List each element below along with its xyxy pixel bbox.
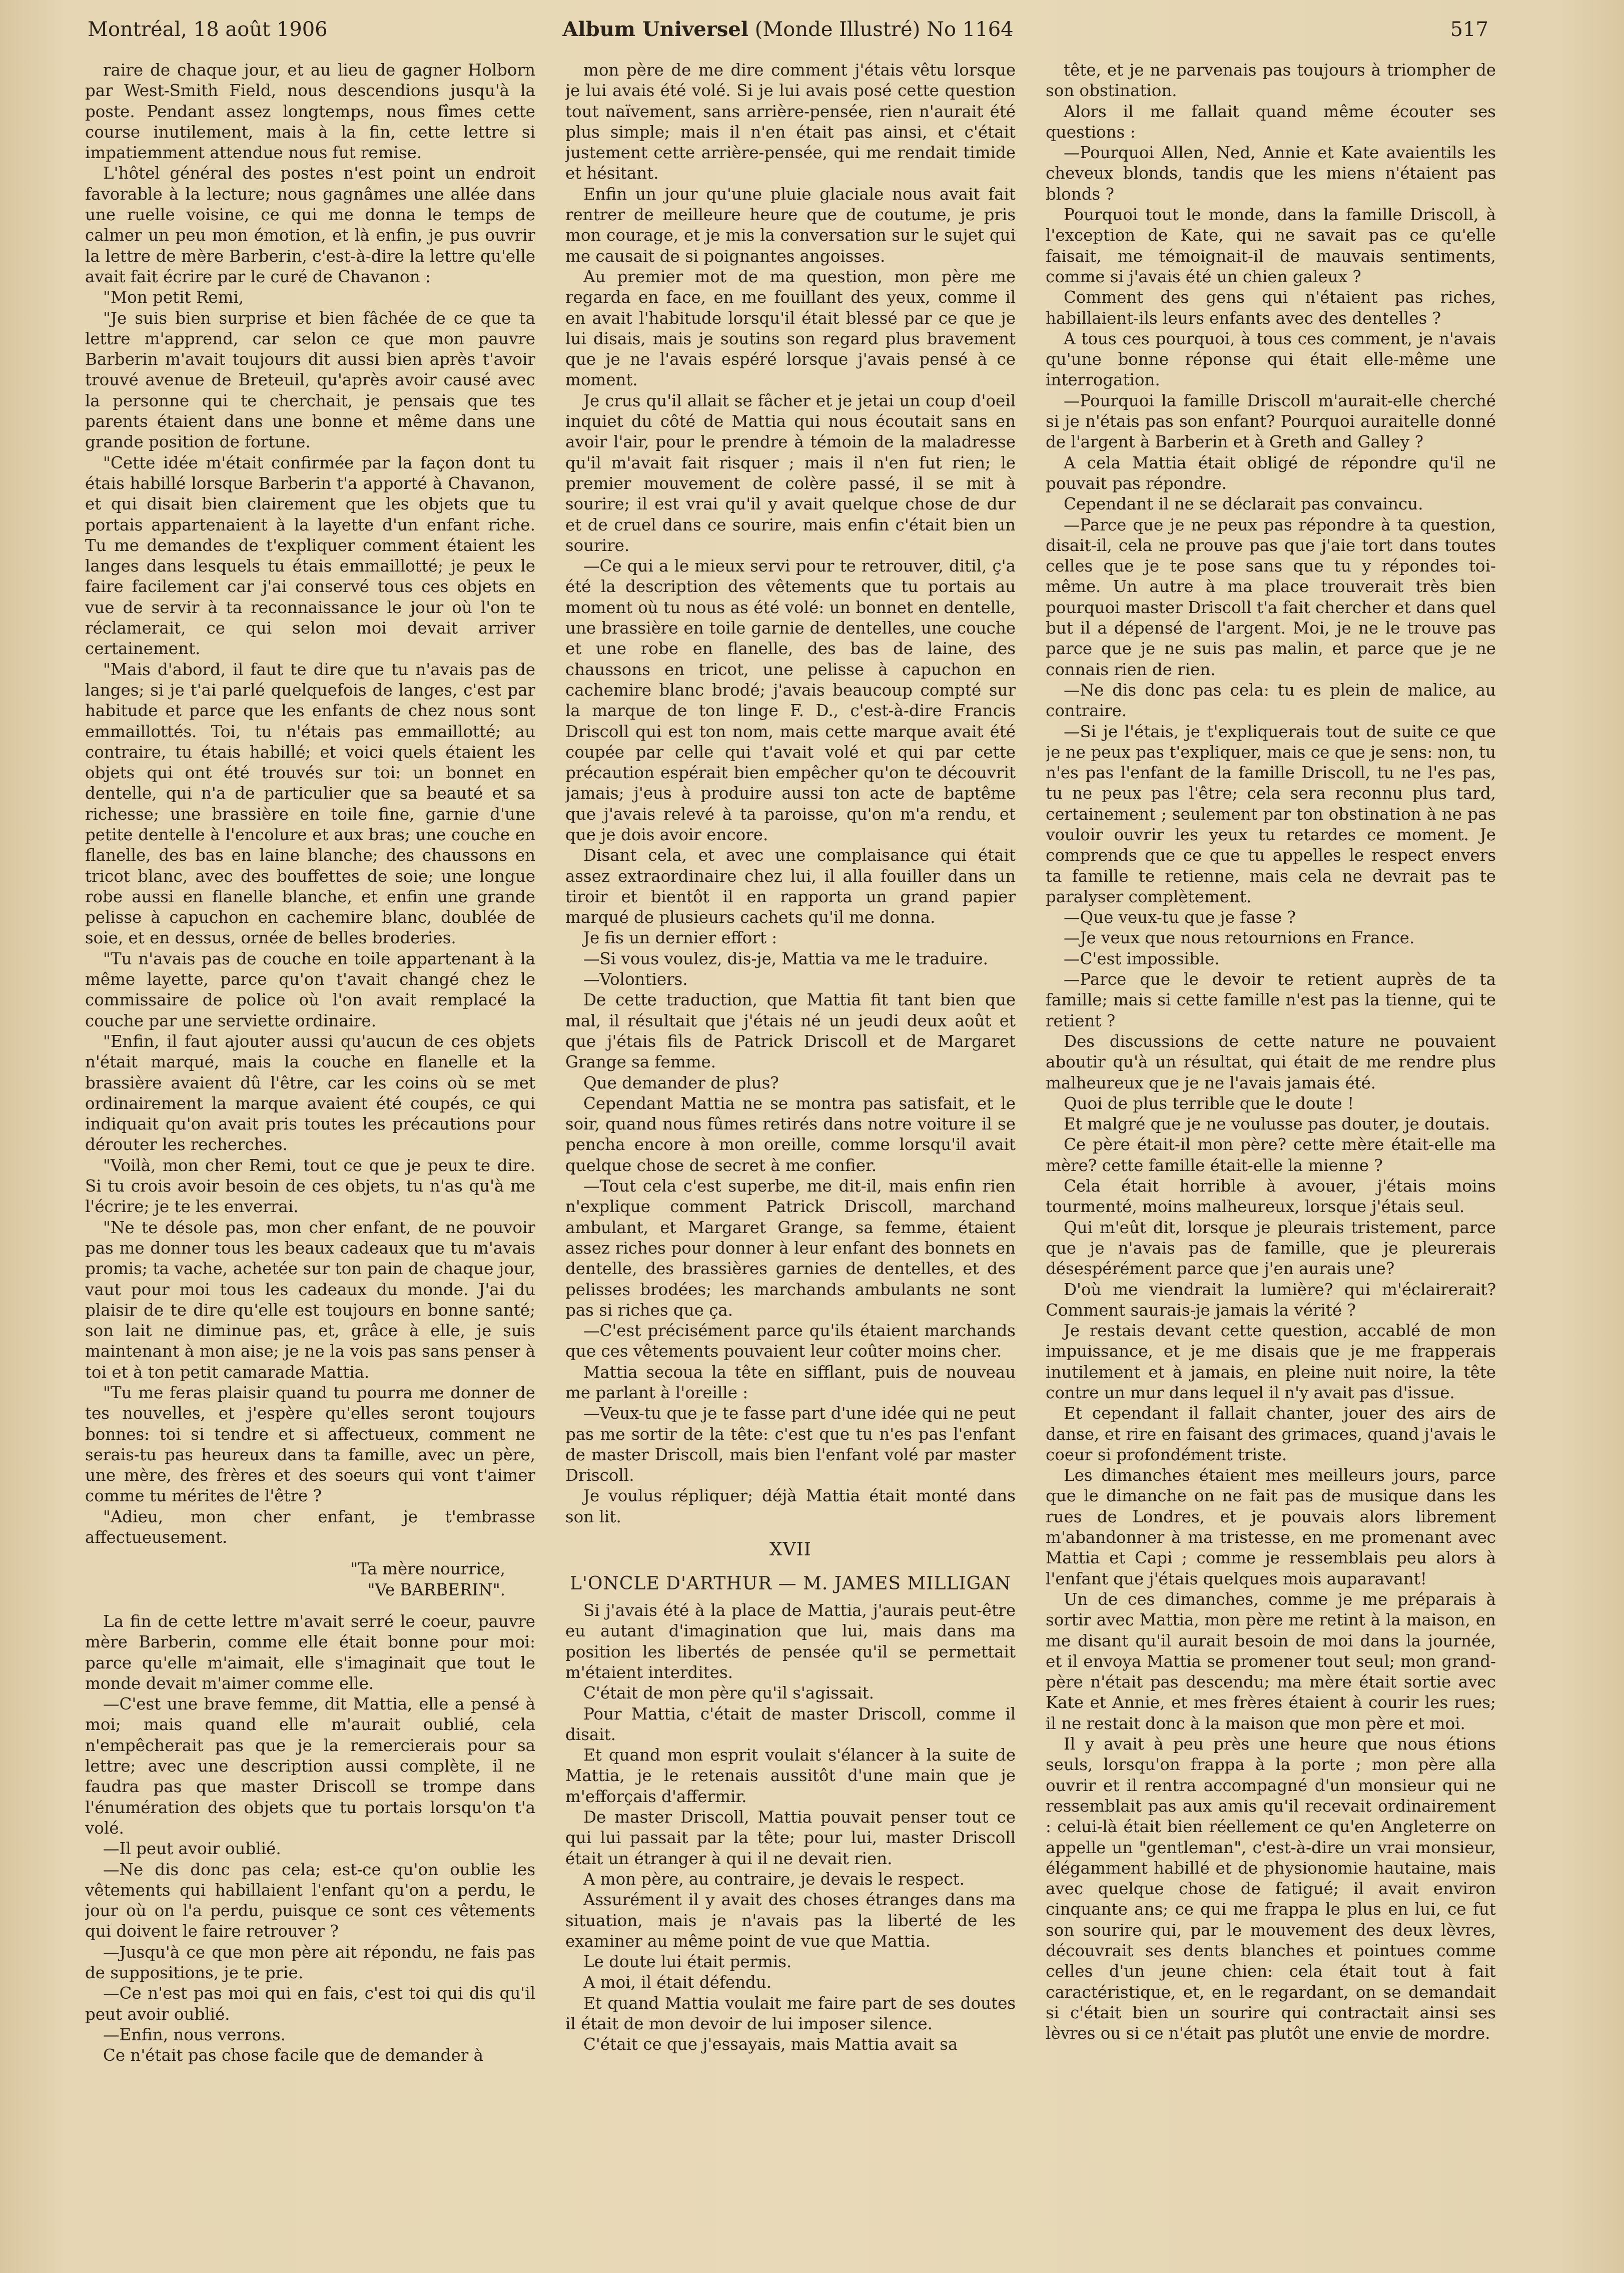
paragraph: —Il peut avoir oublié.: [103, 1839, 281, 1859]
paragraph: "Cette idée m'était confirmée par la façon dont tu étais habillé lorsque Barberin t'a apporté à Chavanon, et qui disait bien clairement que les objets que tu portais appartenaient à la layette d'un enfant riche. Tu me demandes de t'expliquer comment étaient les langes dans lesquels tu étais emmaillotté; je peux le faire facilement car j'ai conservé tous ces objets en vue de servir à ta reconnaissance le jour où l'on te réclamerait, ce qui selon moi devait arriver certainement.: [85, 453, 535, 659]
paragraph: Un de ces dimanches, comme je me préparais à sortir avec Mattia, mon père me retint à la maison, en me disant qu'il aurait besoin de moi dans la journée, et il envoya Mattia se promener tout seul; mon grand-père n'était pas descendu; ma mère était sortie avec Kate et Annie, et mes frères étaient à courir les rues; il ne restait donc à la maison que mon père et moi.: [1046, 1589, 1496, 1733]
page-number: 517: [1450, 18, 1488, 41]
paragraph: "Voilà, mon cher Remi, tout ce que je peux te dire. Si tu crois avoir besoin de ces objets, tu n'as qu'à me l'écrire; je te les enverrai.: [85, 1156, 535, 1217]
paragraph: "Adieu, mon cher enfant, je t'embrasse affectueusement.: [85, 1507, 535, 1547]
paragraph: De cette traduction, que Mattia fit tant bien que mal, il résultait que j'étais né un jeudi deux août et que j'étais fils de Patrick Driscoll et de Margaret Grange sa femme.: [565, 990, 1016, 1072]
column-3: [1046, 60, 1496, 2262]
paragraph: —Parce que le devoir te retient auprès de ta famille; mais si cette famille n'est pas la tienne, qui te retient ?: [1046, 970, 1496, 1030]
paragraph: A tous ces pourquoi, à tous ces comment, je n'avais qu'une bonne réponse qui était elle-même une interrogation.: [1046, 329, 1496, 390]
paragraph: —Pourquoi Allen, Ned, Annie et Kate avaientils les cheveux blonds, tandis que les miens n'étaient pas blonds ?: [1046, 143, 1496, 204]
paragraph: De master Driscoll, Mattia pouvait penser tout ce qui lui passait par la tête; pour lui, master Driscoll était un étranger à qui il ne devait rien.: [565, 1808, 1016, 1868]
paragraph: Disant cela, et avec une complaisance qui était assez extraordinaire chez lui, il alla fouiller dans un tiroir et bientôt il en rapporta un grand papier marqué de plusieurs cachets qu'il me donna.: [565, 846, 1016, 927]
paragraph: —Ne dis donc pas cela: tu es plein de malice, au contraire.: [1046, 680, 1496, 721]
paragraph: Je voulus répliquer; déjà Mattia était monté dans son lit.: [565, 1486, 1016, 1526]
paragraph: Les dimanches étaient mes meilleurs jours, parce que le dimanche on ne fait pas de musique dans les rues de Londres, et je pouvais alors librement m'abandonner à ma tristesse, en me promenant avec Mattia et Capi ; comme je ressemblais peu alors à l'enfant que j'étais quelques mois auparavant!: [1046, 1466, 1496, 1588]
column-2-body: [565, 60, 1016, 1527]
paragraph: —Tout cela c'est superbe, me dit-il, mais enfin rien n'explique comment Patrick Driscoll, marchand ambulant, et Margaret Grange, sa femme, étaient assez riches pour donner à leur enfant des bonnets en dentelle, des brassières garnies de dentelles, et des pelisses brodées; les marchands ambulants ne sont pas si riches que ça.: [565, 1177, 1016, 1320]
paragraph: Et quand Mattia voulait me faire part de ses doutes il était de mon devoir de lui imposer silence.: [565, 1993, 1016, 2034]
paragraph: Et cependant il fallait chanter, jouer des airs de danse, et rire en faisant des grimaces, quand j'avais le coeur si profondément triste.: [1046, 1404, 1496, 1464]
paragraph: —Enfin, nous verrons.: [103, 2025, 286, 2044]
chapter-number: XVII: [769, 1539, 812, 1560]
paragraph: Pour Mattia, c'était de master Driscoll, comme il disait.: [565, 1704, 1016, 1744]
paragraph: —Je veux que nous retournions en France.: [1064, 928, 1415, 948]
paragraph: "Je suis bien surprise et bien fâchée de ce que ta lettre m'apprend, car selon ce que mon pauvre Barberin m'avait toujours dit aussi bien après t'avoir trouvé avenue de Breteuil, qu'après avoir causé avec la personne qui te cherchait, je pensais que tes parents étaient dans une bonne et même dans une grande position de fortune.: [85, 308, 535, 452]
signature-line-1: "Ta mère nourrice,: [350, 1559, 505, 1579]
paragraph: —Que veux-tu que je fasse ?: [1064, 908, 1296, 927]
paragraph: Pourquoi tout le monde, dans la famille Driscoll, à l'exception de Kate, qui ne savait pas ce qu'elle faisait, me témoignait-il de mauvais sentiments, comme si j'avais été un chien galeux ?: [1046, 205, 1496, 286]
paragraph: "Tu n'avais pas de couche en toile appartenant à la même layette, parce qu'on t'avait changé chez le commissaire de police où l'on avait remplacé la couche par une serviette ordinaire.: [85, 949, 535, 1030]
paragraph: Alors il me fallait quand même écouter ses questions :: [1046, 102, 1496, 142]
chapter-title: L'ONCLE D'ARTHUR — M. JAMES MILLIGAN: [570, 1573, 1011, 1594]
paragraph: "Enfin, il faut ajouter aussi qu'aucun de ces objets n'était marqué, mais la couche en flanelle et la brassière avaient dû l'être, car les coins où se met ordinairement la marque avaient été coupés, ce qui indiquait qu'on avait pris toutes les précautions pour dérouter les recherches.: [85, 1031, 535, 1155]
paragraph: mon père de me dire comment j'étais vêtu lorsque je lui avais été volé. Si je lui avais posé cette question tout naïvement, sans arrière-pensée, rien n'aurait été plus simple; mais il n'en était pas ainsi, et c'était justement cette arrière-pensée, qui me rendait timide et hésitant.: [565, 61, 1016, 183]
paragraph: —C'est une brave femme, dit Mattia, elle a pensé à moi; mais quand elle m'aurait oublié, cela n'empêcherait pas que je la remercierais pour sa lettre; avec une description aussi complète, il ne faudra pas que master Driscoll se trompe dans l'énumération des objets que tu portais lorsqu'on t'a volé.: [85, 1694, 535, 1838]
header-title: Album Universel: [562, 18, 749, 41]
column-2-continued: [565, 1600, 1016, 2055]
paragraph: Ce n'était pas chose facile que de demander à: [103, 2046, 483, 2065]
paragraph: C'était ce que j'essayais, mais Mattia avait sa: [583, 2035, 958, 2054]
column-3-body: [1046, 60, 1496, 2044]
signature-line-2: "Ve BARBERIN".: [367, 1580, 505, 1599]
paragraph: —C'est précisément parce qu'ils étaient marchands que ces vêtements pouvaient leur coûter moins cher.: [565, 1321, 1016, 1361]
paragraph: Comment des gens qui n'étaient pas riches, habillaient-ils leurs enfants avec des dentelles ?: [1046, 288, 1496, 328]
page-header: [88, 12, 1488, 47]
paragraph: "Mais d'abord, il faut te dire que tu n'avais pas de langes; si je t'ai parlé quelquefois de langes, c'est par habitude et parce que les enfants de chez nous sont emmaillottés. Toi, tu n'étais pas emmaillotté; au contraire, tu étais habillé; et voici quels étaient les objets qui ont été trouvés sur toi: un bonnet en dentelle, qui n'a de particulier que sa beauté et sa richesse; une brassière en toile fine, garnie d'une petite dentelle à l'encolure et aux bras; une couche en flanelle, des bas en laine blanche; des chaussons en tricot blanc, avec des bouffettes de soie; une longue robe aussi en flanelle blanche, et enfin une grande pelisse à capuchon en cachemire blanc, doublée de soie, et en dessus, ornée de belles broderies.: [85, 660, 535, 948]
paragraph: L'hôtel général des postes n'est point un endroit favorable à la lecture; nous gagnâmes une allée dans une ruelle voisine, ce qui me donna le temps de calmer un peu mon émotion, et là enfin, je pus ouvrir la lettre de mère Barberin, c'est-à-dire la lettre qu'elle avait fait écrire par le curé de Chavanon :: [85, 164, 535, 286]
column-2: [565, 60, 1016, 2262]
paragraph: Si j'avais été à la place de Mattia, j'aurais peut-être eu autant d'imagination que lui, mais dans ma position les libertés de pensée qu'il se permettait m'étaient interdites.: [565, 1601, 1016, 1682]
paragraph: Je fis un dernier effort :: [583, 928, 777, 948]
paragraph: Je restais devant cette question, accablé de mon impuissance, et je me disais que je me frapperais inutilement et à jamais, en pleine nuit noire, la tête contre un mur dans lequel il n'y avait pas d'issue.: [1046, 1321, 1496, 1402]
paragraph: La fin de cette lettre m'avait serré le coeur, pauvre mère Barberin, comme elle était bonne pour moi: parce qu'elle m'aimait, elle s'imaginait que tout le monde devait m'aimer comme elle.: [85, 1611, 535, 1693]
paragraph: —Volontiers.: [583, 970, 688, 989]
paragraph: Cela était horrible à avouer, j'étais moins tourmenté, moins malheureux, lorsque j'étais seul.: [1046, 1177, 1496, 1217]
paragraph: —Parce que je ne peux pas répondre à ta question, disait-il, cela ne prouve pas que j'aie tort dans toutes celles que je te pose sans que tu y répondes toi-même. Un autre à ma place trouverait très bien pourquoi master Driscoll t'a fait chercher et dans quel but il a dépensé de l'argent. Moi, je ne le trouve pas parce que je ne suis pas malin, et parce que je ne connais rien de rien.: [1046, 515, 1496, 679]
paragraph: Enfin un jour qu'une pluie glaciale nous avait fait rentrer de meilleure heure que de coutume, je pris mon courage, et je mis la conversation sur le sujet qui me causait de si poignantes angoisses.: [565, 184, 1016, 266]
column-1-body: [85, 60, 535, 1548]
paragraph: Assurément il y avait des choses étranges dans ma situation, mais je n'avais pas la liberté de les examiner au même point de vue que Mattia.: [565, 1890, 1016, 1951]
paragraph: —Si je l'étais, je t'expliquerais tout de suite ce que je ne peux pas t'expliquer, mais ce que je sens: non, tu n'es pas l'enfant de la famille Driscoll, tu ne l'es pas, tu ne peux pas l'être; cela sera reconnu plus tard, certainement ; seulement par ton obstination à ne pas vouloir ouvrir les yeux tu retardes ce moment. Je comprends que ce que tu appelles le respect envers ta famille te retienne, mais cela ne devrait pas te paralyser complètement.: [1046, 722, 1496, 906]
paragraph: C'était de mon père qu'il s'agissait.: [583, 1683, 874, 1703]
paragraph: Qui m'eût dit, lorsque je pleurais tristement, parce que je n'avais pas de famille, que je pleurerais désespérément parce que j'en aurais une?: [1046, 1218, 1496, 1279]
paragraph: A mon père, au contraire, je devais le respect.: [583, 1869, 965, 1889]
paragraph: Il y avait à peu près une heure que nous étions seuls, lorsqu'on frappa à la porte ; mon père alla ouvrir et il rentra accompagné d'un monsieur qui ne ressemblait pas aux amis qu'il recevait ordinairement : celui-là était bien réellement ce qu'en Angleterre on appelle un "gentleman", c'est-à-dire un vrai monsieur, élégamment habillé et de physionomie hautaine, mais avec quelque chose de fatigué; il avait environ cinquante ans; ce qui me frappa le plus en lui, ce fut son sourire qui, par le mouvement des deux lèvres, découvrait ses dents blanches et pointues comme celles d'un jeune chien: cela était tout à fait caractéristique, et, en le regardant, on se demandait si c'était bien un sourire qui contractait ainsi ses lèvres ou si ce n'était pas plutôt une envie de mordre.: [1046, 1735, 1496, 2043]
paragraph: "Ne te désole pas, mon cher enfant, de ne pouvoir pas me donner tous les beaux cadeaux que tu m'avais promis; ta vache, achetée sur ton pain de chaque jour, vaut pour moi tous les cadeaux du monde. J'ai du plaisir de te dire qu'elle est toujours en bonne santé; son lait ne diminue pas, et, grâce à elle, je suis maintenant à mon aise; je ne la vois pas sans penser à toi et à ton petit camarade Mattia.: [85, 1218, 535, 1382]
paragraph: Ce père était-il mon père? cette mère était-elle ma mère? cette famille était-elle la mienne ?: [1046, 1135, 1496, 1175]
paragraph: Quoi de plus terrible que le doute !: [1064, 1093, 1354, 1113]
paragraph: —Ne dis donc pas cela; est-ce qu'on oublie les vêtements qui habillaient l'enfant qu'on a perdu, le jour où on l'a perdu, puisque ce sont ces vêtements qui doivent le faire retrouver ?: [85, 1860, 535, 1941]
paragraph: —Jusqu'à ce que mon père ait répondu, ne fais pas de suppositions, je te prie.: [85, 1942, 535, 1983]
paragraph: tête, et je ne parvenais pas toujours à triompher de son obstination.: [1046, 61, 1496, 101]
paragraph: Des discussions de cette nature ne pouvaient aboutir qu'à un résultat, qui était de me rendre plus malheureux que je ne l'avais jamais été.: [1046, 1031, 1496, 1092]
paragraph: Je crus qu'il allait se fâcher et je jetai un coup d'oeil inquiet du côté de Mattia qui nous écoutait sans en avoir l'air, pour le prendre à témoin de la maladresse qu'il m'avait fait risquer ; mais il n'en fut rien; le premier mouvement de colère passé, il se mit à sourire; il est vrai qu'il y avait quelque chose de dur et de cruel dans ce sourire, mais enfin c'était bien un sourire.: [565, 391, 1016, 555]
paragraph: Et malgré que je ne voulusse pas douter, je doutais.: [1064, 1114, 1490, 1134]
paragraph: "Tu me feras plaisir quand tu pourra me donner de tes nouvelles, et j'espère qu'elles seront toujours bonnes: toi si tendre et si affectueux, comment ne serais-tu pas heureux dans ta famille, avec un père, une mère, des frères et des soeurs qui vont t'aimer comme tu mérites de l'être ?: [85, 1383, 535, 1506]
header-date: Montréal, 18 août 1906: [88, 18, 328, 41]
paragraph: Que demander de plus?: [583, 1073, 779, 1092]
paragraph: —Ce qui a le mieux servi pour te retrouver, ditil, ç'a été la description des vêtements que tu portais au moment où tu nous as été volé: un bonnet en dentelle, une brassière en toile garnie de dentelles, une couche et une robe en flanelle, des bas de laine, des chaussons en tricot, une pelisse à capuchon en cachemire blanc brodé; j'avais beaucoup compté sur la marque de ton linge F. D., c'est-à-dire Francis Driscoll qui est ton nom, mais cette marque avait été coupée par celle qui t'avait volé et qui par cette précaution espérait bien empêcher qu'on te découvrit jamais; j'eus à produire aussi ton acte de baptême que j'avais relevé à ta paroisse, qu'on m'a rendu, et que je dois avoir encore.: [565, 556, 1016, 844]
paragraph: Et quand mon esprit voulait s'élancer à la suite de Mattia, je le retenais aussitôt d'une main que je m'efforçais d'affermir.: [565, 1746, 1016, 1806]
paragraph: Mattia secoua la tête en sifflant, puis de nouveau me parlant à l'oreille :: [565, 1362, 1016, 1402]
paragraph: A cela Mattia était obligé de répondre qu'il ne pouvait pas répondre.: [1046, 453, 1496, 493]
paragraph: —Si vous voulez, dis-je, Mattia va me le traduire.: [583, 949, 988, 968]
paragraph: —Veux-tu que je te fasse part d'une idée qui ne peut pas me sortir de la tête: c'est que tu n'es pas l'enfant de master Driscoll, mais bien l'enfant volé par master Driscoll.: [565, 1404, 1016, 1485]
paragraph: Au premier mot de ma question, mon père me regarda en face, en me fouillant des yeux, comme il en avait l'habitude lorsqu'il était blessé par ce que je lui disais, mais je soutins son regard plus bravement que je ne l'avais espéré lorsque j'avais pensé à ce moment.: [565, 267, 1016, 390]
header-subtitle: (Monde Illustré) No 1164: [754, 18, 1014, 41]
paragraph: "Mon petit Remi,: [103, 288, 244, 307]
paragraph: —Ce n'est pas moi qui en fais, c'est toi qui dis qu'il peut avoir oublié.: [85, 1984, 535, 2024]
paragraph: Cependant Mattia ne se montra pas satisfait, et le soir, quand nous fûmes retirés dans notre voiture il se pencha encore à mon oreille, comme lorsqu'il avait quelque chose de secret à me confier.: [565, 1093, 1016, 1175]
paragraph: —C'est impossible.: [1064, 949, 1220, 968]
paragraph: D'où me viendrait la lumière? qui m'éclairerait? Comment saurais-je jamais la vérité ?: [1046, 1280, 1496, 1320]
paragraph: Cependant il ne se déclarait pas convaincu.: [1064, 494, 1423, 514]
text-columns: [85, 60, 1521, 2262]
paragraph: A moi, il était défendu.: [583, 1973, 772, 1992]
column-1: [85, 60, 535, 2262]
paragraph: Le doute lui était permis.: [583, 1952, 792, 1972]
paragraph: —Pourquoi la famille Driscoll m'aurait-elle cherché si je n'étais pas son enfant? Pourquoi auraitelle donné de l'argent à Barberin et à Greth and Galley ?: [1046, 391, 1496, 452]
paragraph: raire de chaque jour, et au lieu de gagner Holborn par West-Smith Field, nous descendions jusqu'à la poste. Pendant assez longtemps, nous fîmes cette course inutilement, mais à la fin, cette lettre si impatiemment attendue nous fut remise.: [85, 61, 535, 163]
column-1-continued: [85, 1611, 535, 2066]
